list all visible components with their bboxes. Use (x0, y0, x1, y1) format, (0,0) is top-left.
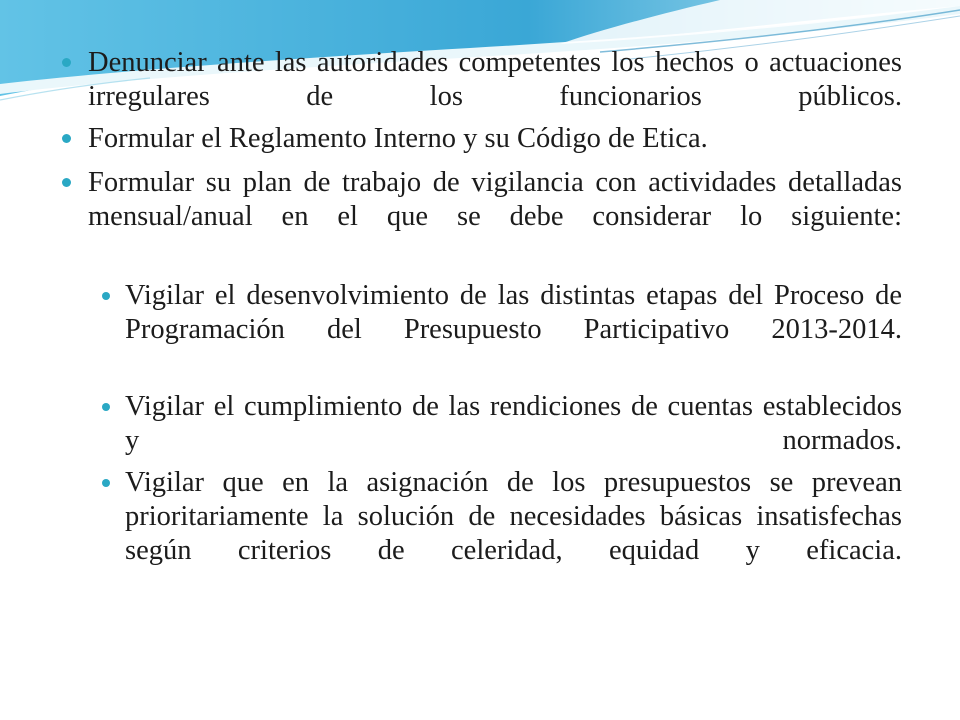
bullet-text: Formular el Reglamento Interno y su Código de Etica. (88, 123, 708, 154)
sub-bullet-dot (102, 403, 110, 411)
sub-bullet-dot (102, 479, 110, 487)
sub-bullet-item-1 (125, 279, 902, 381)
bullet-text: Denunciar ante las autoridades competentes los hechos o actuaciones irregulares de los funcionarios públicos. (88, 47, 902, 112)
sub-bullet-item-3 (125, 466, 902, 602)
bullet-dot (62, 134, 71, 143)
sub-bullet-text: Vigilar que en la asignación de los presupuestos se prevean prioritariamente la solución de necesidades básicas insatisfechas según criterios de celeridad, equidad y eficacia. (125, 467, 902, 566)
sub-bullet-text: Vigilar el desenvolvimiento de las distintas etapas del Proceso de Programación del Presupuesto Participativo 2013-2014. (125, 280, 902, 345)
bullet-dot (62, 58, 71, 67)
sub-bullet-text: Vigilar el cumplimiento de las rendiciones de cuentas establecidos y normados. (125, 391, 902, 456)
bullet-dot (62, 178, 71, 187)
bullet-text: Formular su plan de trabajo de vigilancia con actividades detalladas mensual/anual en el que se debe considerar lo siguiente: (88, 167, 902, 232)
sub-bullet-dot (102, 292, 110, 300)
bullet-item-2 (88, 122, 902, 156)
bullet-item-3 (88, 166, 902, 268)
